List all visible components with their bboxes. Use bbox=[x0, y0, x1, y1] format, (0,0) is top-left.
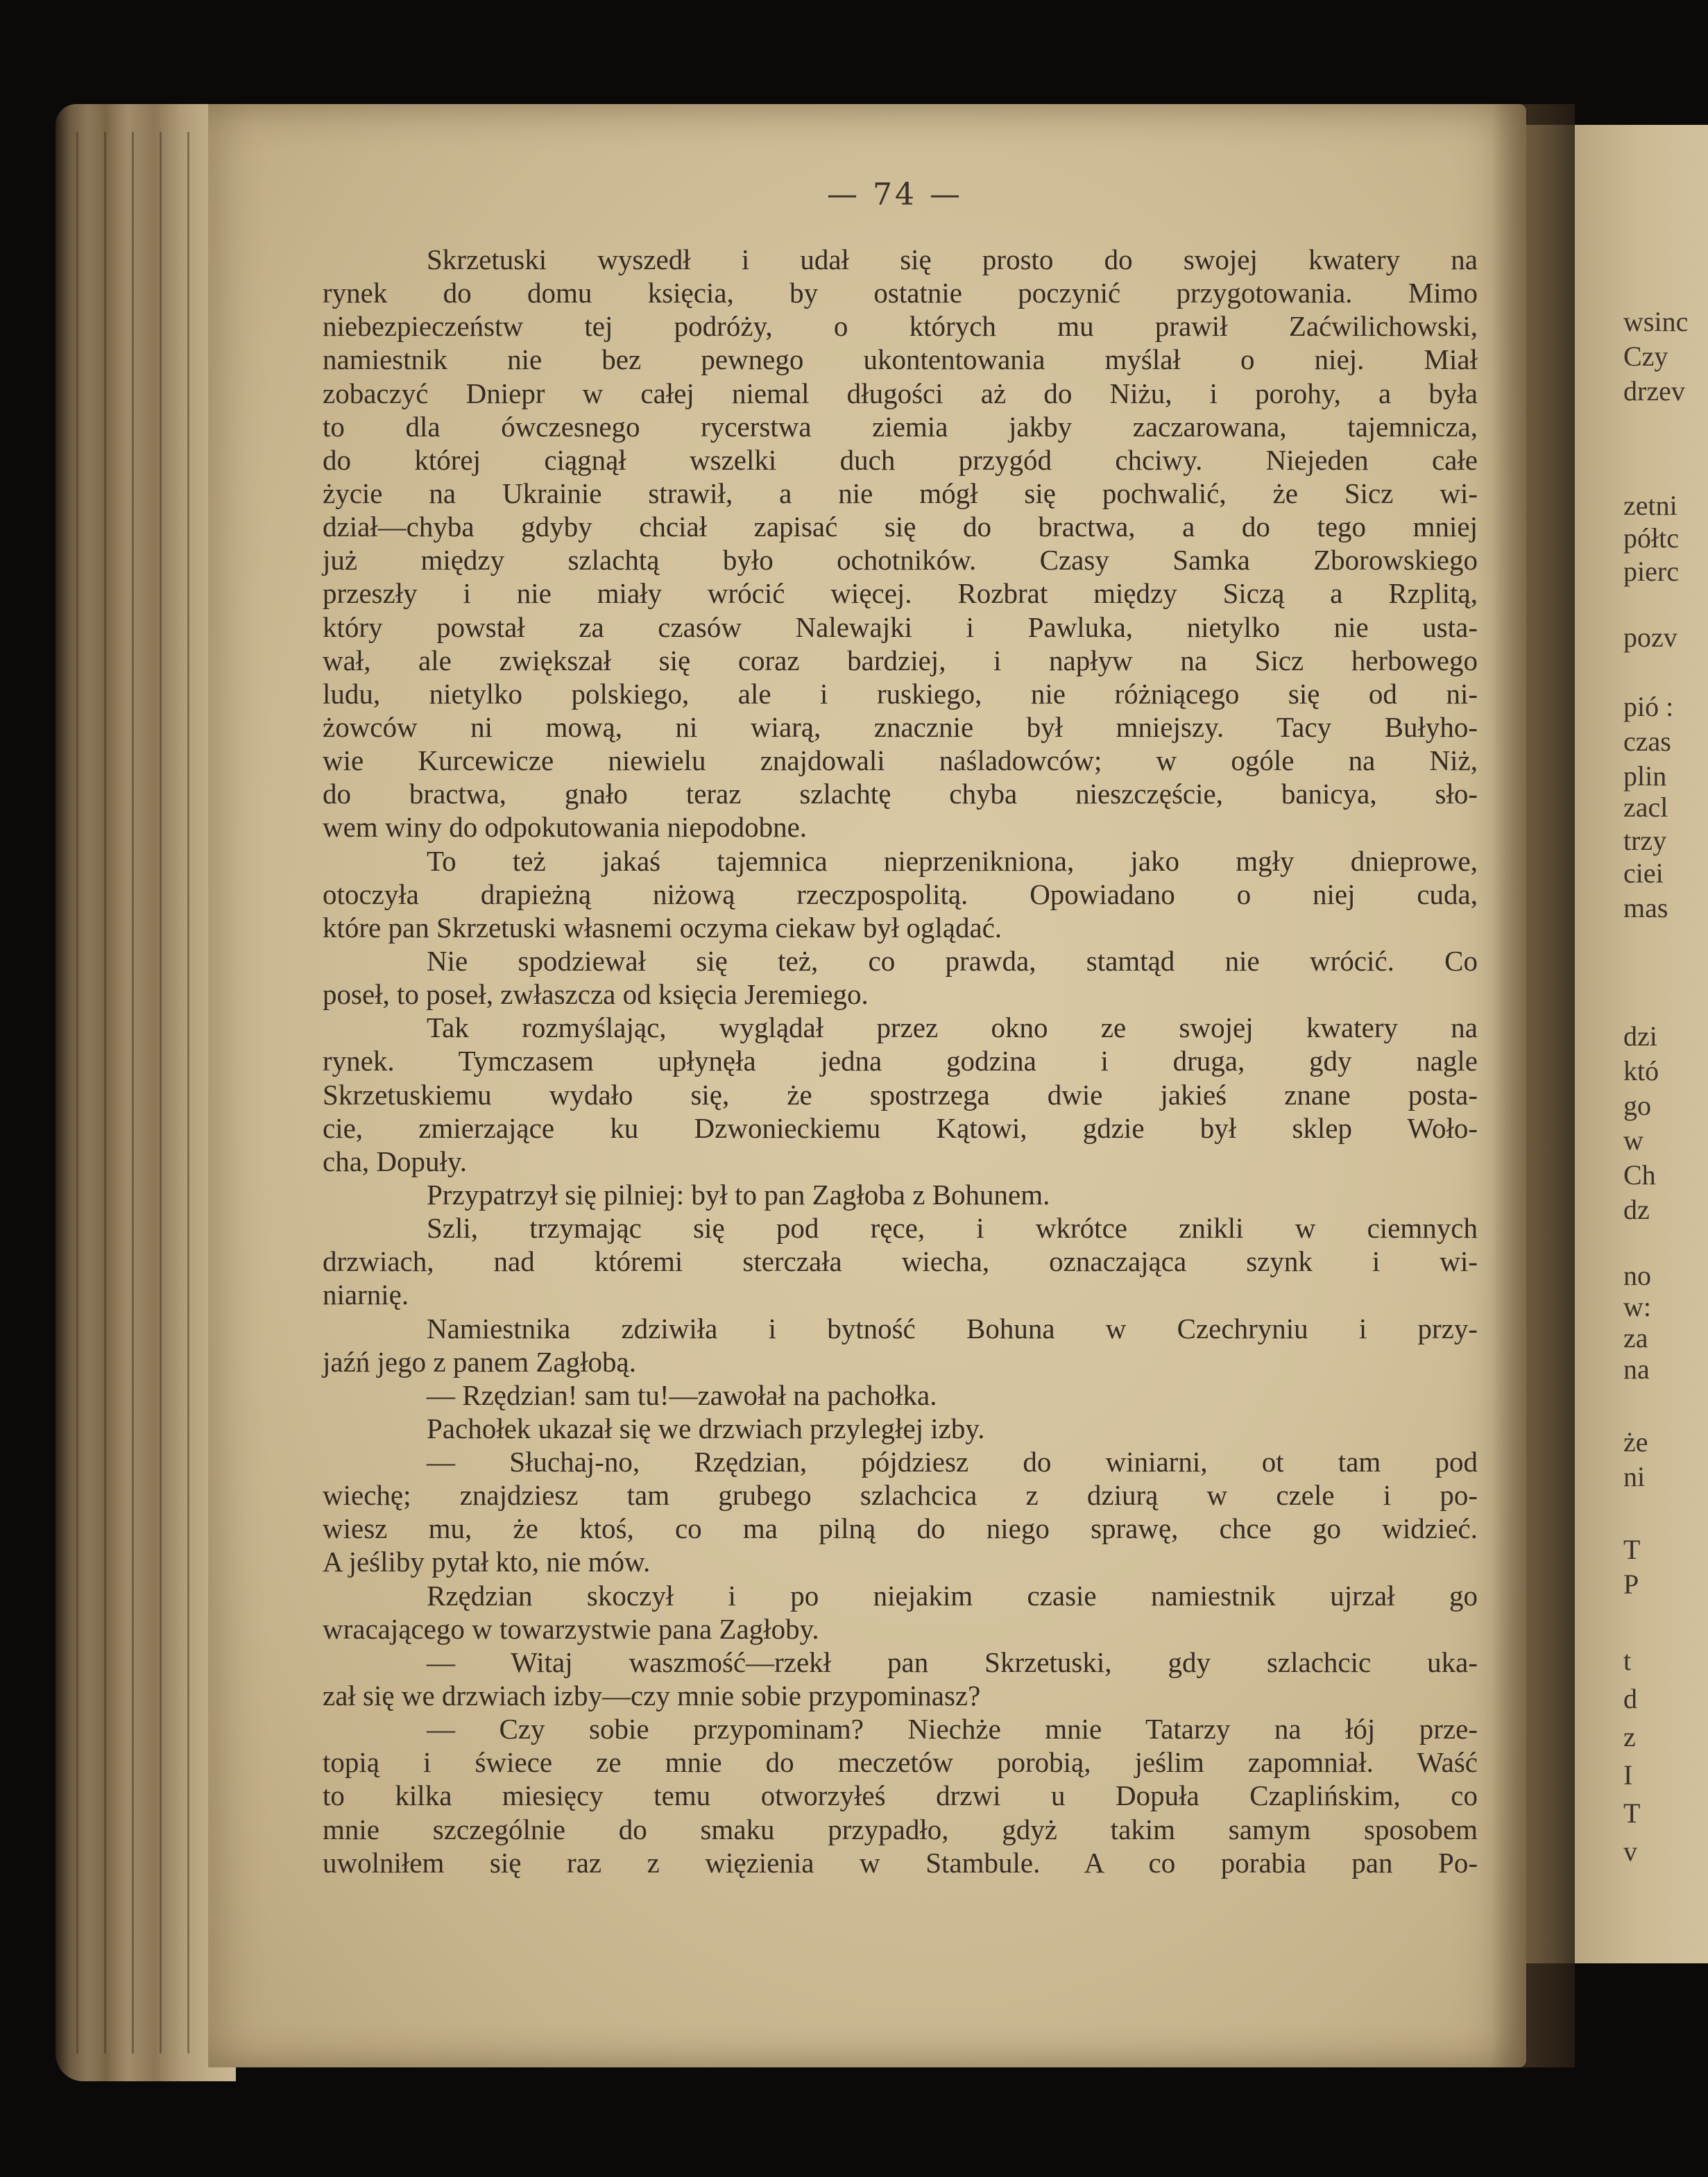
next-page-fragment: drzev bbox=[1623, 375, 1685, 407]
text-line: wem winy do odpokutowania niepodobne. bbox=[323, 811, 808, 844]
next-page-fragment: w bbox=[1623, 1125, 1643, 1156]
next-page-fragment: plin bbox=[1623, 760, 1667, 792]
next-page-fragment: Ch bbox=[1623, 1159, 1656, 1190]
text-line: cha, Dopuły. bbox=[323, 1145, 467, 1177]
text-line: rynek. Tymczasem upłynęła jedna godzina i druga, gdy nagle bbox=[323, 1045, 1478, 1077]
text-line: otoczyła drapieżną niżową rzeczpospolitą. Opowiadano o niej cuda, bbox=[323, 878, 1478, 910]
text-line: — Rzędzian! sam tu!—zawołał na pachołka. bbox=[427, 1378, 937, 1411]
next-page-fragment: dz bbox=[1623, 1194, 1650, 1225]
text-line: które pan Skrzetuski własnemi oczyma ciekaw był oglądać. bbox=[323, 911, 1002, 944]
next-page-fragment: w: bbox=[1623, 1291, 1651, 1322]
text-line: — Słuchaj-no, Rzędzian, pójdziesz do winiarni, ot tam pod bbox=[427, 1446, 1478, 1478]
text-line: który powstał za czasów Nalewajki i Pawluka, nietylko nie usta- bbox=[323, 611, 1478, 643]
text-line: — Czy sobie przypominam? Niechże mnie Tatarzy na łój prze- bbox=[427, 1713, 1478, 1745]
next-page-fragment: dzi bbox=[1623, 1021, 1657, 1052]
page-text bbox=[323, 243, 1478, 1879]
next-page-fragment: v bbox=[1623, 1836, 1637, 1867]
text-line: mnie szczególnie do smaku przypadło, gdyż takim samym sposobem bbox=[323, 1813, 1478, 1845]
text-line: wiesz mu, że ktoś, co ma pilną do niego sprawę, chce go widzieć. bbox=[323, 1512, 1478, 1545]
next-page-fragment: na bbox=[1623, 1354, 1650, 1385]
text-line: wiechę; znajdziesz tam grubego szlachcica z dziurą w czele i po- bbox=[323, 1479, 1478, 1512]
text-line: żowców ni mową, ni wiarą, znacznie był mniejszy. Tacy Bułyho- bbox=[323, 710, 1478, 743]
next-page-fragment: że bbox=[1623, 1426, 1648, 1458]
text-line: To też jakaś tajemnica nieprzenikniona, jako mgły dnieprowe, bbox=[427, 844, 1478, 877]
text-line: już między szlachtą było ochotników. Czasy Samka Zborowskiego bbox=[323, 544, 1478, 577]
text-line: drzwiach, nad któremi sterczała wiecha, oznaczająca szynk i wi- bbox=[323, 1245, 1478, 1278]
text-line: niarnię. bbox=[323, 1279, 409, 1311]
text-line: Pachołek ukazał się we drzwiach przyległej izby. bbox=[427, 1412, 985, 1444]
text-line: wie Kurcewicze niewielu znajdowali naśladowców; w ogóle na Niż, bbox=[323, 744, 1478, 777]
text-line: Skrzetuskiemu wydało się, że spostrzega dwie jakieś znane posta- bbox=[323, 1078, 1478, 1111]
text-line: Przypatrzył się pilniej: był to pan Zagłoba z Bohunem. bbox=[427, 1178, 1050, 1211]
page-number: — 74 — bbox=[827, 177, 963, 212]
text-line: cie, zmierzające ku Dzwonieckiemu Kątowi, gdzie był sklep Woło- bbox=[323, 1111, 1478, 1144]
next-page-fragment: pozv bbox=[1623, 622, 1677, 653]
next-page-fragment: mas bbox=[1623, 892, 1668, 923]
text-line: to dla ówczesnego rycerstwa ziemia jakby zaczarowana, tajemnicza, bbox=[323, 410, 1478, 443]
text-line: A jeśliby pytał kto, nie mów. bbox=[323, 1546, 651, 1578]
next-page-fragment: zacl bbox=[1623, 792, 1668, 823]
text-line: jaźń jego z panem Zagłobą. bbox=[323, 1345, 636, 1378]
text-line: namiestnik nie bez pewnego ukontentowania myślał o niej. Miał bbox=[323, 343, 1478, 376]
next-page-fragment: czas bbox=[1623, 726, 1671, 757]
next-page-fragment: t bbox=[1623, 1645, 1632, 1676]
text-line: niebezpieczeństw tej podróży, o których mu prawił Zaćwilichowski, bbox=[323, 310, 1478, 343]
next-page-fragment: d bbox=[1623, 1683, 1637, 1714]
next-page-fragment: T bbox=[1623, 1534, 1641, 1565]
next-page-fragment: półtc bbox=[1623, 522, 1679, 554]
next-page-fragment: no bbox=[1623, 1260, 1651, 1291]
text-line: topią i świece ze mnie do meczetów porobią, jeślim zapomniał. Waść bbox=[323, 1746, 1478, 1779]
text-line: Tak rozmyślając, wyglądał przez okno ze swojej kwatery na bbox=[427, 1011, 1478, 1044]
next-page-fragment: go bbox=[1623, 1090, 1651, 1121]
text-line: ludu, nietylko polskiego, ale i ruskiego, nie różniącego się od ni- bbox=[323, 677, 1478, 710]
book-gutter bbox=[1492, 104, 1575, 2067]
next-page-fragment: trzy bbox=[1623, 825, 1667, 856]
next-page-fragment: z bbox=[1623, 1721, 1636, 1752]
text-line: wał, ale zwiększał się coraz bardziej, i napływ na Sicz herbowego bbox=[323, 644, 1478, 676]
next-page-fragment: wsinc bbox=[1623, 306, 1689, 337]
text-line: to kilka miesięcy temu otworzyłeś drzwi u Dopuła Czaplińskim, co bbox=[323, 1779, 1478, 1812]
text-line: Szli, trzymając się pod ręce, i wkrótce znikli w ciemnych bbox=[427, 1212, 1478, 1245]
text-line: Namiestnika zdziwiła i bytność Bohuna w Czechryniu i przy- bbox=[427, 1312, 1478, 1344]
next-page-fragment: pió : bbox=[1623, 691, 1674, 722]
text-line: poseł, to poseł, zwłaszcza od księcia Jeremiego. bbox=[323, 978, 869, 1011]
text-line: uwolniłem się raz z więzienia w Stambule. A co porabia pan Po- bbox=[323, 1846, 1478, 1879]
text-line: zał się we drzwiach izby—czy mnie sobie przypominasz? bbox=[323, 1680, 981, 1712]
next-page-fragment: zetni bbox=[1623, 490, 1677, 521]
text-line: rynek do domu księcia, by ostatnie poczynić przygotowania. Mimo bbox=[323, 277, 1478, 309]
text-line: dział—chyba gdyby chciał zapisać się do bractwa, a do tego mniej bbox=[323, 511, 1478, 543]
next-page-fragment: pierc bbox=[1623, 556, 1679, 587]
text-line: do której ciągnął wszelki duch przygód chciwy. Niejeden całe bbox=[323, 443, 1478, 476]
text-line: Nie spodziewał się też, co prawda, stamtąd nie wrócić. Co bbox=[427, 944, 1478, 977]
next-page-fragment: za bbox=[1623, 1322, 1648, 1354]
text-line: przeszły i nie miały wrócić więcej. Rozbrat między Siczą a Rzplitą, bbox=[323, 577, 1478, 610]
text-line: wracającego w towarzystwie pana Zagłoby. bbox=[323, 1612, 819, 1645]
next-page-fragment: któ bbox=[1623, 1055, 1659, 1086]
next-page-fragment: Czy bbox=[1623, 341, 1668, 372]
next-page-fragment: ni bbox=[1623, 1461, 1646, 1492]
text-line: życie na Ukrainie strawił, a nie mógł się pochwalić, że Sicz wi- bbox=[323, 477, 1478, 509]
next-page-fragment: I bbox=[1623, 1759, 1633, 1791]
text-line: Skrzetuski wyszedł i udał się prosto do swojej kwatery na bbox=[427, 244, 1478, 275]
text-line: zobaczyć Dniepr w całej niemal długości aż do Niżu, i porohy, a była bbox=[323, 377, 1478, 409]
next-page-fragment: T bbox=[1623, 1798, 1641, 1829]
next-page-fragment: ciei bbox=[1623, 857, 1664, 889]
text-line: — Witaj waszmość—rzekł pan Skrzetuski, gdy szlachcic uka- bbox=[427, 1646, 1478, 1678]
text-line: do bractwa, gnało teraz szlachtę chyba nieszczęście, banicya, sło- bbox=[323, 778, 1478, 810]
text-line: Rzędzian skoczył i po niejakim czasie namiestnik ujrzał go bbox=[427, 1579, 1478, 1612]
next-page-fragment: P bbox=[1623, 1569, 1639, 1600]
